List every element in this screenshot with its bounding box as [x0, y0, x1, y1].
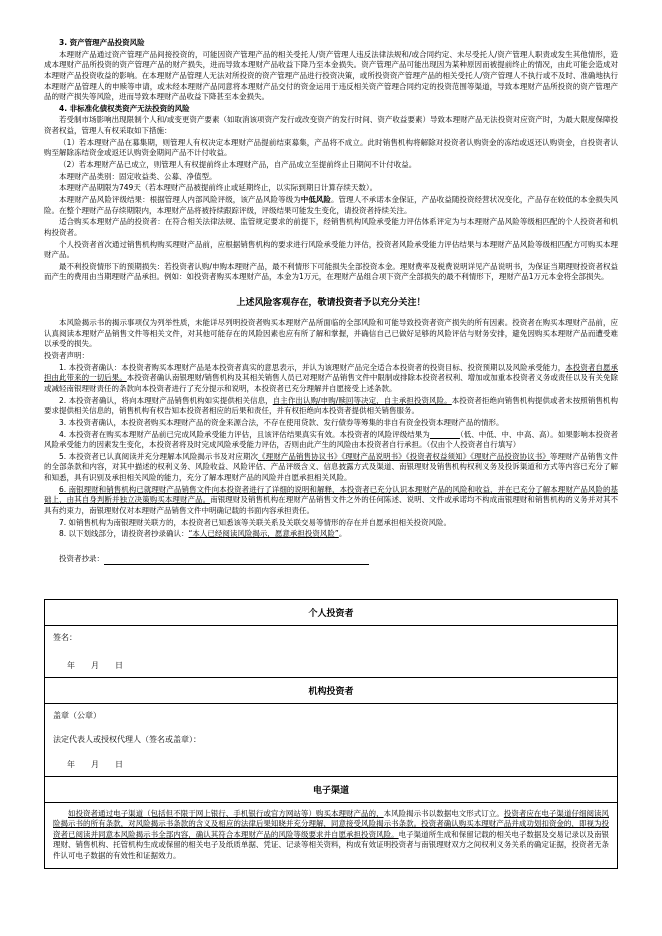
personal-sign-cell: [45, 626, 617, 678]
section4-title-line: [44, 104, 618, 115]
declaration-item-5: 5. 本投资者已认真阅读并充分理解本风险揭示书及对应期次《理财产品销售协议书》《理财产品说明书》《投资者权益须知》《理财产品投资协议书》等理财产品销售文件的全部条款和内容，对其中描述的权利义务、风险收益、风险评估、产品评级含义、信息披露方式及渠道、南银理财及销售机构权利义务及投诉渠道和方式等内容已充分了解和知悉，具有识别及承担相关风险的能力，充分了解本理财产品的风险并自愿承担相关风险。: [44, 451, 619, 483]
section4-measure-1: （1）若本理财产品在募集期，则管理人有权决定本理财产品提前结束募集，产品将不成立。此时销售机构将解除对投资者认购资金的冻结或返还认购资金，自投资者认购至解除冻结资金或返还认购资金期间产品不计付收益。: [44, 137, 618, 158]
personal-date-label: 年 月 日: [67, 660, 123, 670]
section3-title-line: [44, 38, 618, 49]
electronic-channel-para: 如投资者通过电子渠道（包括但不限于网上银行、手机银行或官方网站等）购买本理财产品的，本风险揭示书以数据电文形式订立。投资者应在电子渠道仔细阅读风险揭示书的所有条款，对风险揭示书条款的含义及相应的法律后果知晓并充分理解，同意接受风险揭示书条款。投资者确认购买本理财产品并成功划扣资金的，即视为投资者已阅读并同意本风险揭示书全部内容，确认其符合本理财产品的风险等级要求并自愿承担投资风险。电子渠道所生成和保留记载的相关电子数据及交易记录以及南银理财、销售机构、托管机构生成或保留的相关电子及纸质单据、凭证、记录等相关资料，构成有效证明投资者与南银理财双方之间权利义务关系的确定证据，投资者无条件认可电子数据的有效性和证据效力。: [53, 808, 610, 861]
disclosure-nature-para: 本风险揭示书的揭示事项仅为列举性质，未能详尽列明投资者购买本理财产品所面临的全部风险和可能导致投资者资产损失的所有因素。投资者在购买本理财产品前，应认真阅读本理财产品销售文件等相关文件，对其他可能存在的风险因素也应有所了解和掌握，并确信自己已做好足够的风险评估与财务安排，避免因购买本理财产品而遭受难以承受的损失。: [44, 318, 618, 349]
section3-title: 3. 资产管理产品投资风险: [59, 38, 145, 47]
risk-attention-notice: 上述风险客观存在，敬请投资者予以充分关注！: [236, 298, 426, 309]
section4-intro: 若受制市场影响出现限制个人和/或变更资产要素（如取消该项资产发行或改变资产的发行时间、资产收益要素）导致本理财产品无法投资对应资产时，为最大限度保障投资者权益，管理人有权采取如下措施：: [44, 115, 618, 136]
institutional-sign-cell: [45, 704, 617, 777]
risk-rating-line: 本理财产品风险评级结果：根据管理人内部风险评级，该产品风险等级为中低风险。管理人不承诺本金保证，产品收益随投资经营状况变化，产品存在较低的本金损失风险。在整个理财产品存续期限内，本理财产品将被持续跟踪评级，评级结果可能发生变化，请投资者持续关注。: [44, 194, 619, 215]
worst-case-loss-line: 最不利投资情形下的预期损失：若投资者认购/申购本理财产品，最不利情形下可能损失全部投资本金。理财费率及税费说明详见产品说明书，为保证当期理财投资者权益而产生的费用由当期理财产品承担。例如：如投资者购买本理财产品，本金为1万元，在理财产品组合项下资产全部损失的最不利情形下，理财产品1万元本金将全部损失。: [44, 261, 618, 282]
legal-representative-label: 法定代表人或授权代理人（签名或盖章）：: [53, 735, 201, 745]
product-type-line: 本理财产品类别：固定收益类、公募、净值型。: [59, 171, 217, 181]
suitable-investors-line: 适合购买本理财产品的投资者：在符合相关法律法规、监管规定要求的前提下，经销售机构风险承受能力评估体系评定为与本理财产品风险等级相匹配的个人投资者和机构投资者。: [44, 217, 618, 237]
investor-copy-label: 投资者抄录：: [59, 553, 104, 563]
section4-measure-2: （2）若本理财产品已成立，则管理人有权提前终止本理财产品，自产品成立至提前终止日期间不计付收益。: [59, 160, 417, 170]
declaration-item-8: 8. 以下划线部分，请投资者抄录确认：“本人已经阅读风险揭示，愿意承担投资风险”。: [59, 529, 347, 539]
declaration-item-2: 2. 本投资者确认，将向本理财产品销售机构如实提供相关信息，自主作出认购/申购/赎回等决定，自主承担投资风险。本投资者拒绝向销售机构提供或者未按照销售机构要求提供相关信息的，销售机构有权告知本投资者相应的后果和责任，并有权拒绝向本投资者提供相关销售服务。: [44, 395, 618, 416]
investor-copy-line: [44, 554, 618, 565]
electronic-channel-header: 电子渠道: [45, 777, 617, 803]
declaration-item-6: 6. 南银理财和销售机构已就理财产品销售文件向本投资者进行了详细的说明和解释，本投资者已充分认识本理财产品的风险和收益，并在已充分了解本理财产品风险的基础上，由其自身判断并独立决策购买本理财产品。南银理财及销售机构在理财产品销售文件之外的任何陈述、说明、文件或承诺均不构成南银理财和销售机构的义务并对其不具有约束力，南银理财仅对本理财产品销售文件中明确记载的书面内容承担责任。: [44, 484, 619, 515]
signature-form: [44, 599, 618, 869]
official-seal-label: 盖章（公章）: [53, 710, 101, 720]
copy-blank-line: [104, 556, 369, 565]
section4-title: 4. 非标准化债权类资产无法投资的风险: [59, 103, 190, 113]
personal-investor-header: 个人投资者: [45, 600, 617, 626]
electronic-channel-cell: [45, 803, 617, 868]
declaration-item-4: 4. 本投资者在购买本理财产品前已完成风险承受能力评估，且该评估结果真实有效。本投资者的风险评级结果为 （低、中低、中、中高、高）。如果影响本投资者风险承受能力的因素发生变化，本投资者将及时完成风险承受能力评估，否则由此产生的风险由本投资者自行承担。（仅由个人投资者自行填写）: [44, 429, 619, 450]
investor-declaration-title: 投资者声明：: [44, 351, 89, 361]
declaration-item-7: 7. 如销售机构为南银理财关联方的，本投资者已知悉该等关联关系及关联交易等情形的存在并自愿承担相关投资风险。: [59, 517, 452, 527]
product-term-line: 本理财产品期限为749天（若本理财产品被提前终止或延期终止，以实际到期日计算存续天数）。: [59, 183, 378, 193]
institutional-investor-header: 机构投资者: [45, 678, 617, 704]
section3-body: 本理财产品通过资产管理产品间接投资的，可能因资产管理产品的相关受托人/资产管理人违反法律法规和/或合同约定、未尽受托人/资产管理人职责或发生其他情形，造成本理财产品所投资的资产管理产品的财产损失，进而导致本理财产品收益下降乃至本金损失。资产管理产品可能出现因为某种原因而被提前终止的情况，由此可能会造成对本理财产品投资收益的影响。在本理财产品管理人无法对所投资的资产管理产品进行投资决策，或所投资资产管理产品的相关受托人/资产管理人不执行或不及时、准确地执行本理财产品管理人的申赎等申请，或未经本理财产品同意将本理财产品交付的资金运用于违反相关资产管理合同约定的投资范围等渠道，导致本理财产品所投资的资产管理产品的财产损失等风险，进而导致本理财产品收益下降甚至本金损失。: [44, 49, 618, 102]
personal-evaluation-line: 个人投资者首次通过销售机构购买理财产品前，应根据销售机构的要求进行风险承受能力评估，投资者风险承受能力评估结果与本理财产品风险等级相匹配方可购买本理财产品。: [44, 239, 618, 260]
declaration-item-1: 1. 本投资者确认：本投资者购买本理财产品是本投资者真实的意思表示，并认为该理财产品完全适合本投资者的投资目标、投资预期以及风险承受能力，本投资者自愿承担由此带来的一切后果。本投资者确认南银理财/销售机构及其相关销售人员已对理财产品销售文件中限制或排除本投资者权利、增加或加重本投资者义务或责任以及有关免除或减轻南银理财责任的条款向本投资者进行了充分提示和说明，本投资者已充分理解并自愿接受上述条款。: [44, 362, 618, 393]
institutional-date-label: 年 月 日: [67, 759, 123, 769]
declaration-item-3: 3. 本投资者确认，本投资者购买本理财产品的资金来源合法，不存在使用贷款、发行债券等筹集的非自有资金投资本理财产品的情形。: [59, 417, 504, 427]
signature-label: 签名：: [53, 632, 77, 642]
